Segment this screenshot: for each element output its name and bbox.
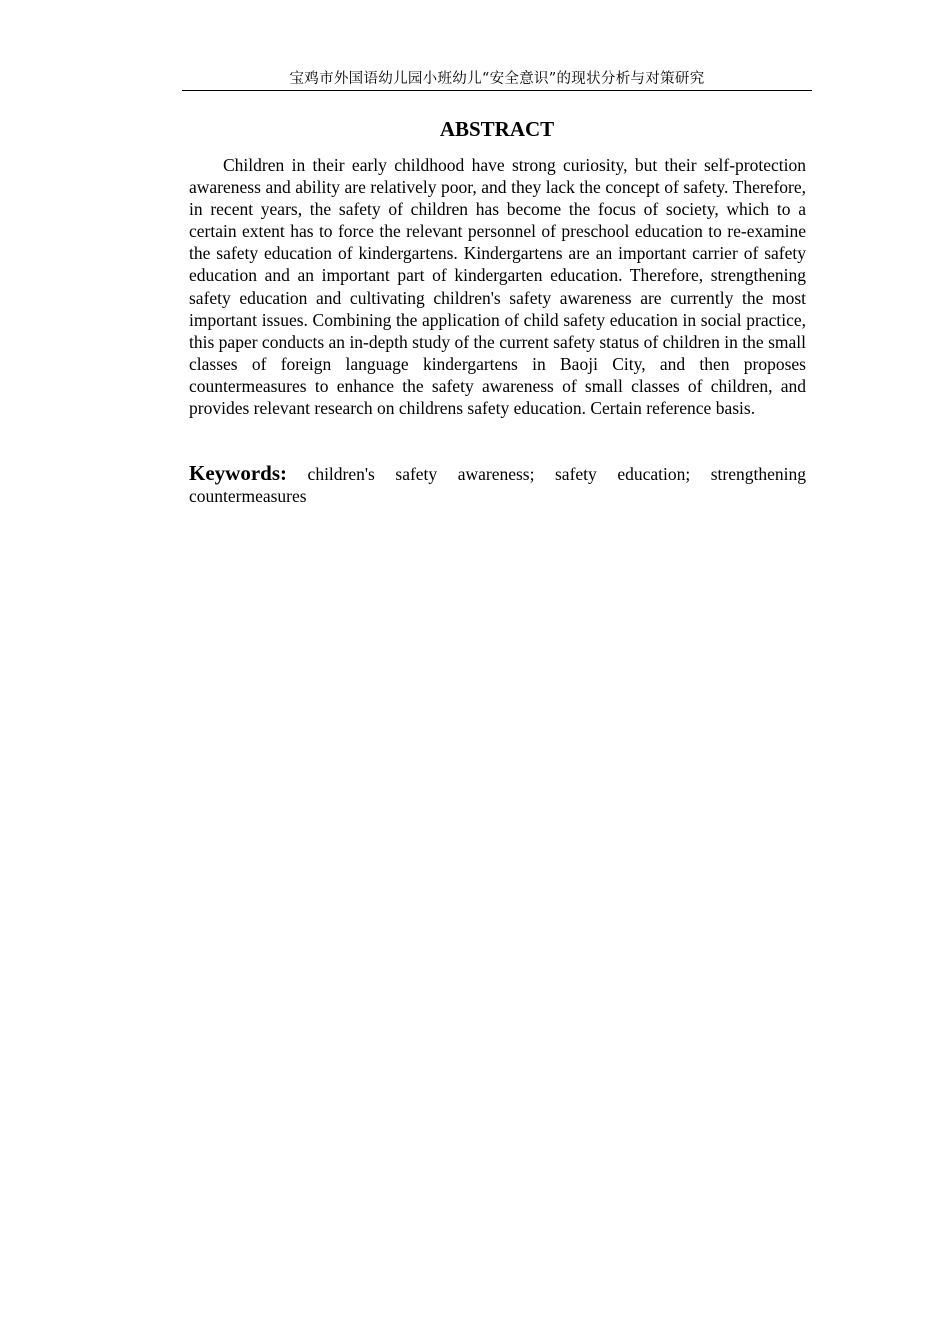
keywords-label: Keywords: xyxy=(189,461,287,485)
abstract-body: Children in their early childhood have strong curiosity, but their self-protection awareness and ability are relatively poor, and they lack the concept of safety. Therefore, in recent years, the safety of children has become the focus of society, which to a certain extent has to force the relevant personnel of preschool education to re-examine the safety education of kindergartens. Kindergartens are an important carrier of safety education and an important part of kindergarten education. Therefore, strengthening safety education and cultivating children's safety awareness are currently the most important issues. Combining the application of child safety education in social practice, this paper conducts an in-depth study of the current safety status of children in the small classes of foreign language kindergartens in Baoji City, and then proposes countermeasures to enhance the safety awareness of small classes of children, and provides relevant research on childrens safety education. Certain reference basis. xyxy=(189,155,806,419)
keywords-line xyxy=(189,462,806,507)
running-header: 宝鸡市外国语幼儿园小班幼儿“安全意识”的现状分析与对策研究 xyxy=(182,68,812,91)
abstract-title: ABSTRACT xyxy=(439,117,555,141)
keywords-text: children's safety awareness; safety education; strengthening countermeasures xyxy=(189,464,806,507)
